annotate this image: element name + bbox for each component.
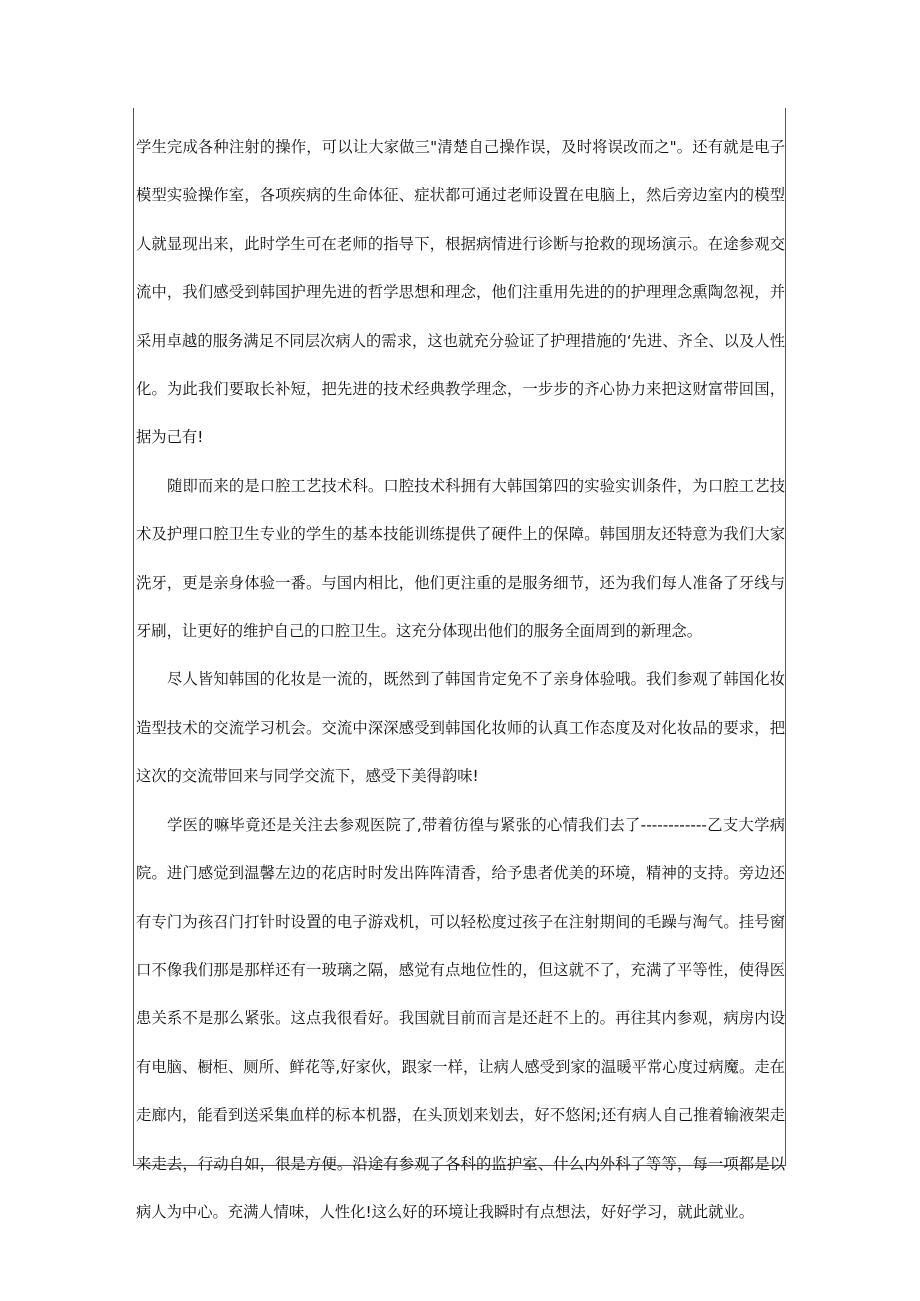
paragraph-cosmetics: 尽人皆知韩国的化妆是一流的，既然到了韩国肯定免不了亲身体验哦。我们参观了韩国化妆造型技术的交流学习机会。交流中深深感受到韩国化妆师的认真工作态度及对化妆品的要求，把这次的交流带回来与同学交流下，感受下美得韵味! — [136, 670, 785, 786]
paragraph-oral-technology: 随即而来的是口腔工艺技术科。口腔技术科拥有大韩国第四的实验实训条件，为口腔工艺技术及护理口腔卫生专业的学生的基本技能训练提供了硬件上的保障。韩国朋友还特意为我们大家洗牙，更是亲身体验一番。与国内相比，他们更注重的是服务细节，还为我们每人准备了牙线与牙刷，让更好的维护自己的口腔卫生。这充分体现出他们的服务全面周到的新理念。 — [136, 476, 785, 641]
document-frame — [133, 108, 786, 1221]
paragraph-injection-practice: 学生完成各种注射的操作，可以让大家做三"清楚自己操作误，及时将误改而之"。还有就是电子模型实验操作室，各项疾病的生命体征、症状都可通过老师设置在电脑上，然后旁边室内的模型人就显现出来，此时学生可在老师的指导下，根据病情进行诊断与抢救的现场演示。在途参观交流中，我们感受到韩国护理先进的哲学思想和理念，他们注重用先进的的护理理念熏陶忽视，并采用卓越的服务满足不同层次病人的需求，这也就充分验证了护理措施的‘先进、齐全、以及人性化。为此我们要取长补短，把先进的技术经典教学理念，一步步的齐心协力来把这财富带回国，据为己有! — [136, 138, 785, 447]
paragraph-hospital-visit: 学医的嘛毕竟还是关注去参观医院了,带着彷徨与紧张的心情我们去了------------乙支大学病院。进门感觉到温馨左边的花店时时发出阵阵清香，给予患者优美的环境，精神的支持。旁边还有专门为孩召门打针时设置的电子游戏机，可以轻松度过孩子在注射期间的毛躁与淘气。挂号窗口不像我们那是那样还有一玻璃之隔，感觉有点地位性的，但这就不了，充满了平等性，使得医患关系不是那么紧张。这点我很看好。我国就目前而言是还赶不上的。再往其内参观，病房内设有电脑、橱柜、厕所、鲜花等,好家伙，跟家一样，让病人感受到家的温暖平常心度过病魔。走在走廊内，能看到送采集血样的标本机器，在头顶划来划去，好不悠闲;还有病人自己推着输液架走来走去，行动自如，很是方便。沿途有参观了各科的监护室、什么内外科了等等，每一项都是以病人为中心。充满人情味，人性化!这么好的环境让我瞬时有点想法，好好学习，就此就业。 — [136, 815, 785, 1221]
document-body — [136, 123, 785, 1236]
